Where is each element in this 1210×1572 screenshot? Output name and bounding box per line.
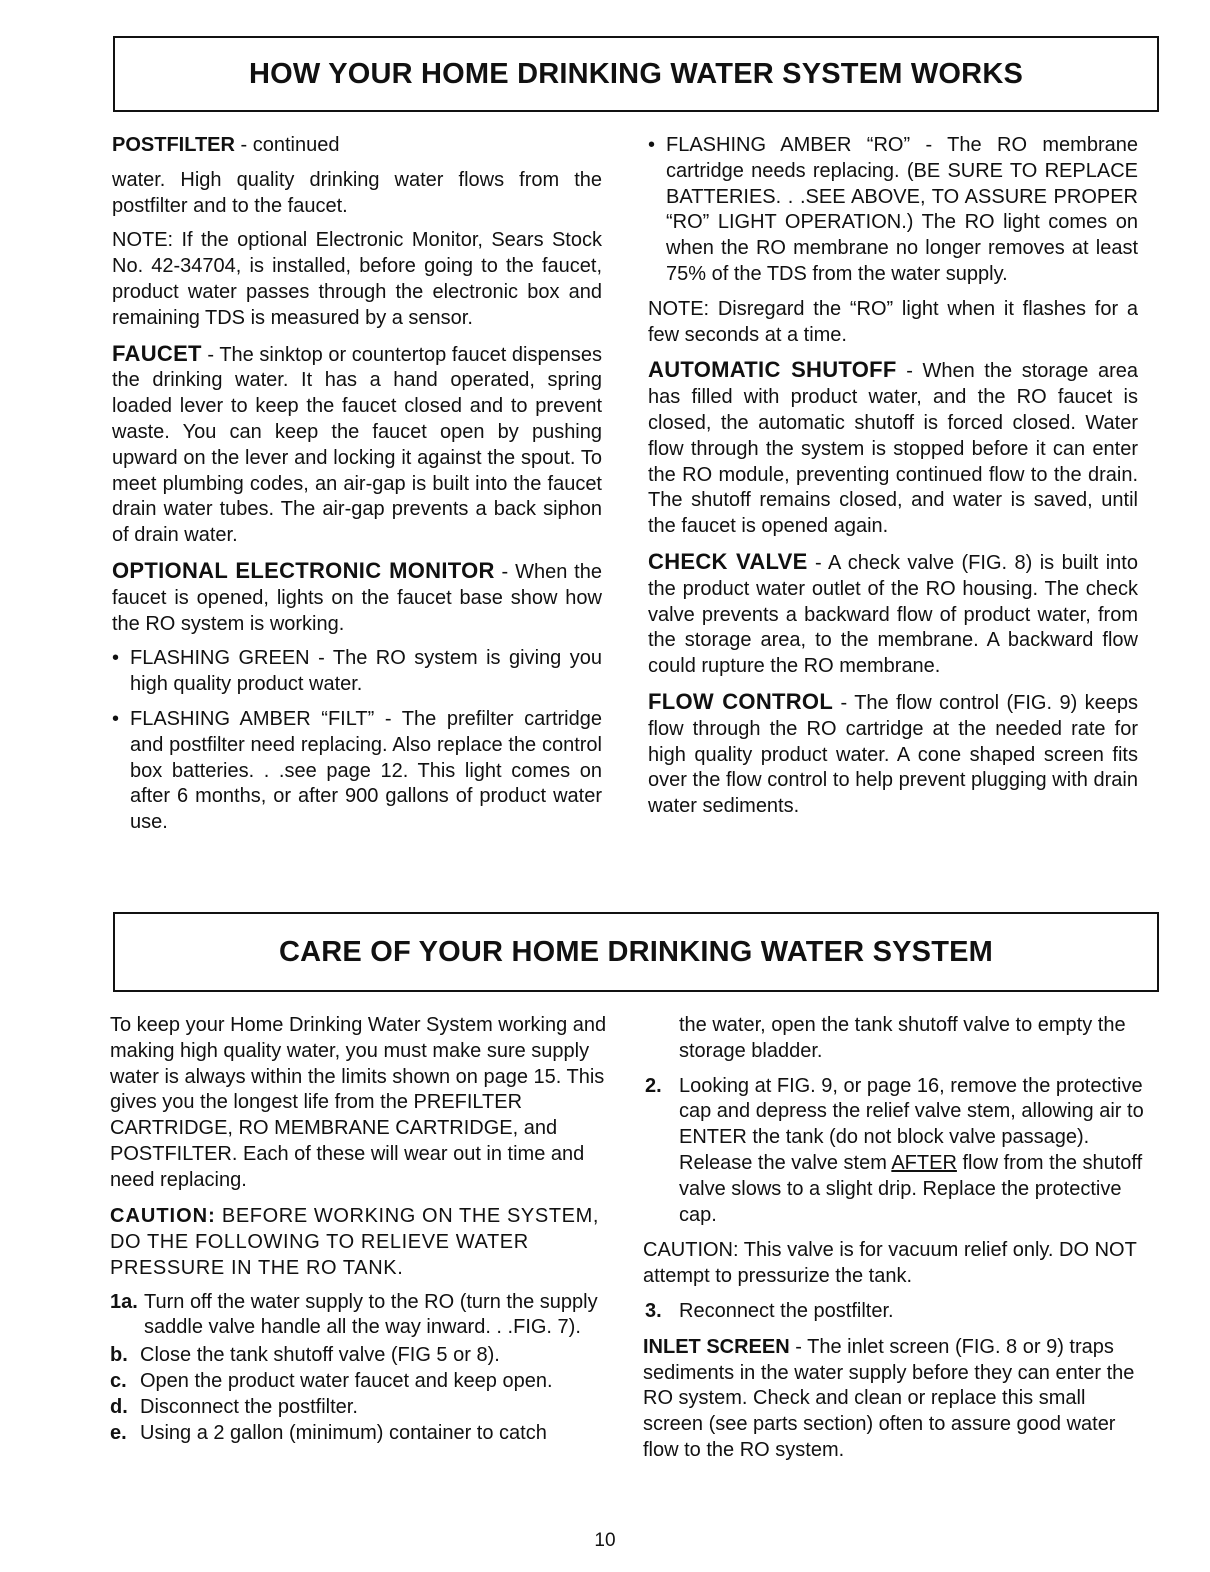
monitor-heading: OPTIONAL ELECTRONIC MONITOR [112,557,495,583]
bullet-flashing-green [112,646,602,698]
column-left-how-it-works [112,133,602,845]
section-header-how-it-works [113,36,1159,112]
step-text: Reconnect the postfilter. [679,1299,894,1322]
column-left-care [110,1013,607,1446]
caution-text: BEFORE WORKING ON THE SYSTEM, DO THE FOLLOWING TO RELIEVE WATER PRESSURE IN THE RO TANK. [110,1204,599,1279]
faucet-text: - The sinktop or countertop faucet dispenses the drinking water. It has a hand operated, spring loaded lever to keep the faucet closed and to prevent waste. You can keep the faucet open by pushing upward on the lever and locking it against the spout. To meet plumbing codes, an air-gap is built into the faucet drain water tubes. The air-gap prevents a back siphon of drain water. [112,343,602,547]
inlet-screen-heading: INLET SCREEN [643,1335,790,1358]
step-b [110,1343,607,1369]
step-2 [643,1074,1148,1229]
inlet-screen-paragraph [643,1335,1148,1464]
monitor-text: - When the faucet is opened, lights on the faucet base show how the RO system is working. [112,560,602,635]
step-text: Open the product water faucet and keep open. [140,1369,553,1392]
inlet-screen-text: - The inlet screen (FIG. 8 or 9) traps sediments in the water supply before they can enter the RO system. Check and clean or replace this small screen (see parts section) often to assure good water flow to the RO system. [643,1335,1135,1461]
caution-relieve-pressure [110,1203,607,1281]
step-number: 2. [645,1074,662,1097]
step-text: Close the tank shutoff valve (FIG 5 or 8). [140,1344,500,1367]
care-intro: To keep your Home Drinking Water System working and making high quality water, you must make sure supply water is always within the limits shown on page 15. This gives you the longest life from the PREFILTER CARTRIDGE, RO MEMBRANE CARTRIDGE, and POSTFILTER. Each of these will wear out in time and need replacing. [110,1014,607,1191]
section-title: CARE OF YOUR HOME DRINKING WATER SYSTEM [278,935,994,968]
flow-control-text: - The flow control (FIG. 9) keeps flow through the RO cartridge at the needed rate for high quality product water. A cone shaped screen fits over the flow control to help prevent plugging with drain water sediments. [648,691,1139,818]
section-header-care [113,912,1159,992]
step-c [110,1369,607,1395]
bullet-icon: • [648,134,656,156]
page-number: 10 [594,1530,616,1551]
step-text: Using a 2 gallon (minimum) container to catch [140,1421,547,1444]
check-valve-heading: CHECK VALVE [648,548,808,574]
section-title: HOW YOUR HOME DRINKING WATER SYSTEM WORKS [248,57,1024,90]
step-text: Looking at FIG. 9, or page 16, remove the protective cap and depress the relief valve stem, allowing air to ENTER the tank (do not block valve passage). Release the valve stem [679,1074,1144,1174]
monitor-paragraph [112,558,602,637]
check-valve-paragraph [648,549,1138,680]
bullet-icon: • [112,647,120,670]
flow-control-paragraph [648,689,1138,820]
step-text: Disconnect the postfilter. [140,1395,358,1418]
check-valve-text: - A check valve (FIG. 8) is built into the product water outlet of the RO housing. The check valve prevents a backward flow of product water, from the storage area, to the membrane. A backward flow could rupture the RO membrane. [648,551,1138,678]
step-1a [110,1290,607,1342]
shutoff-text: - When the storage area has filled with product water, and the RO faucet is closed, the automatic shutoff is forced closed. Water flow through the system is stopped before it can enter the RO module, preventing continued flow to the drain. The shutoff remains closed, and water is saved, until the faucet is opened again. [648,360,1139,538]
shutoff-heading: AUTOMATIC SHUTOFF [648,357,897,383]
shutoff-paragraph [648,357,1138,540]
faucet-paragraph [112,341,602,549]
bullet-flashing-amber-ro [648,133,1138,288]
step-number: d. [110,1395,128,1418]
column-right-how-it-works [648,133,1138,829]
step-number: 3. [645,1299,662,1322]
flow-control-heading: FLOW CONTROL [648,688,834,714]
bullet-text: FLASHING GREEN - The RO system is giving you high quality product water. [130,647,602,696]
caution-vacuum-relief: CAUTION: This valve is for vacuum relief only. DO NOT attempt to pressurize the tank. [643,1239,1137,1288]
ro-light-note: NOTE: Disregard the “RO” light when it flashes for a few seconds at a time. [648,297,1138,346]
monitor-note: NOTE: If the optional Electronic Monitor, Sears Stock No. 42-34704, is installed, before going to the faucet, product water passes through the electronic box and remaining TDS is measured by a sensor. [112,229,602,329]
step-3 [643,1299,1148,1325]
step-number: b. [110,1344,128,1367]
postfilter-paragraph: water. High quality drinking water flows from the postfilter and to the faucet. [112,168,602,217]
bullet-icon: • [112,707,120,730]
postfilter-continued: - continued [234,134,340,156]
step-number: c. [110,1369,127,1392]
bullet-text: FLASHING AMBER “RO” - The RO membrane cartridge needs replacing. (BE SURE TO REPLACE BATTERIES. . .SEE ABOVE, TO ASSURE PROPER “RO” LIGHT OPERATION.) The RO light comes on when the RO membrane no longer removes at least 75% of the TDS from the water supply. [666,134,1138,285]
column-right-care [643,1013,1148,1473]
postfilter-label: POSTFILTER [112,134,235,156]
caution-heading: CAUTION: [110,1204,216,1227]
step-e-continued: the water, open the tank shutoff valve to empty the storage bladder. [679,1014,1126,1062]
step-d [110,1395,607,1421]
step-number: 1a. [110,1290,138,1313]
step-text: Turn off the water supply to the RO (turn the supply saddle valve handle all the way inward. . .FIG. 7). [144,1290,598,1339]
step-number: e. [110,1421,127,1444]
bullet-text: FLASHING AMBER “FILT” - The prefilter cartridge and postfilter need replacing. Also replace the control box batteries. . .see page 12. This light comes on after 6 months, or after 900 gallons of product water use. [130,707,602,834]
postfilter-heading [112,133,602,159]
faucet-heading: FAUCET [112,340,202,366]
step-text-end: flow from the shutoff valve slows to a slight drip. Replace the protective cap. [679,1151,1143,1226]
step-text-after: AFTER [891,1151,957,1174]
step-e [110,1421,607,1447]
bullet-flashing-amber-filt [112,707,602,836]
